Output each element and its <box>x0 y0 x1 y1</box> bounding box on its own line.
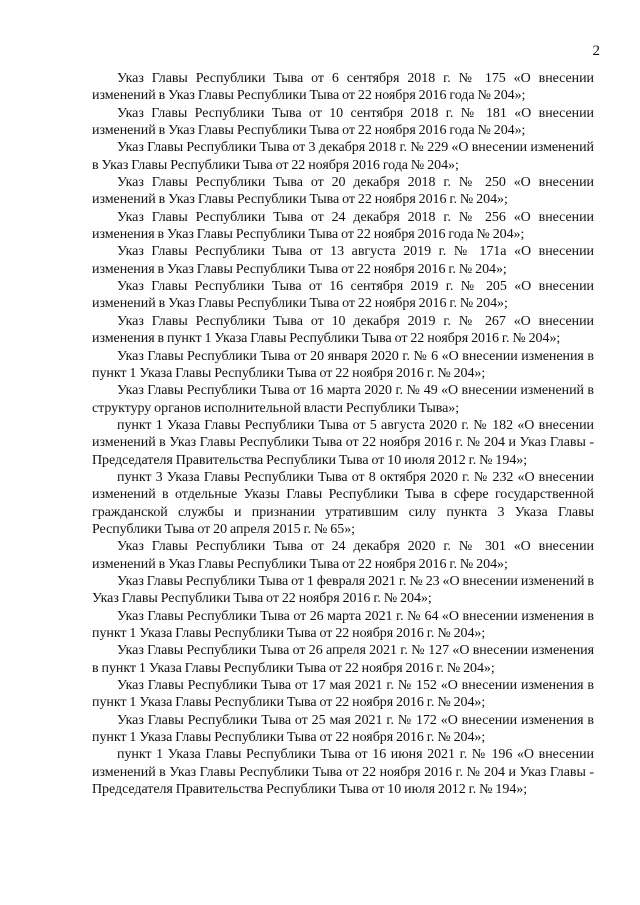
list-item: пункт 3 Указа Главы Республики Тыва от 8 октября 2020 г. № 232 «О внесении изменений в отдельные Указы Главы Республики Тыва в сфере государственной гражданской службы и признании утратившим силу пункта 3 Указа Главы Республики Тыва от 20 апреля 2015 г. № 65»; <box>92 469 594 537</box>
list-item: Указ Главы Республики Тыва от 17 мая 2021 г. № 152 «О внесении изменения в пункт 1 Указа Главы Республики Тыва от 22 ноября 2016 г. № 204»; <box>92 678 594 711</box>
list-item: Указ Главы Республики Тыва от 20 декабря 2018 г. № 250 «О внесении изменений в Указ Главы Республики Тыва от 22 ноября 2016 г. № 204»; <box>92 175 594 208</box>
list-item: Указ Главы Республики Тыва от 24 декабря 2018 г. № 256 «О внесении изменения в Указ Главы Республики Тыва от 22 ноября 2016 года № 204»; <box>92 209 594 243</box>
list-item: Указ Главы Республики Тыва от 25 мая 2021 г. № 172 «О внесении изменения в пункт 1 Указа Главы Республики Тыва от 22 ноября 2016 г. № 204»; <box>92 712 594 746</box>
list-item: Указ Главы Республики Тыва от 26 апреля 2021 г. № 127 «О внесении изменения в пункт 1 Указа Главы Республики Тыва от 22 ноября 2016 г. № 204»; <box>92 643 594 676</box>
list-item: пункт 1 Указа Главы Республики Тыва от 5 августа 2020 г. № 182 «О внесении изменений в Указ Главы Республики Тыва от 22 ноября 2016 г. № 204 и Указ Главы - Председателя Правительства Республики Тыва от 10 июля 2012 г. № 194»; <box>92 417 594 468</box>
list-item: Указ Главы Республики Тыва от 6 сентября 2018 г. № 175 «О внесении изменений в Указ Главы Республики Тыва от 22 ноября 2016 года № 204»; <box>92 71 594 104</box>
list-item: Указ Главы Республики Тыва от 3 декабря 2018 г. № 229 «О внесении изменений в Указ Главы Республики Тыва от 22 ноября 2016 года № 204»; <box>92 140 594 173</box>
list-item: Указ Главы Республики Тыва от 13 августа 2019 г. № 171а «О внесении изменения в Указ Главы Республики Тыва от 22 ноября 2016 г. № 204»; <box>92 244 594 277</box>
list-item: Указ Главы Республики Тыва от 10 декабря 2019 г. № 267 «О внесении изменения в пункт 1 Указа Главы Республики Тыва от 22 ноября 2016 г. № 204»; <box>92 313 594 347</box>
list-item: Указ Главы Республики Тыва от 1 февраля 2021 г. № 23 «О внесении изменений в Указ Главы Республики Тыва от 22 ноября 2016 г. № 204»; <box>92 573 594 607</box>
list-item: Указ Главы Республики Тыва от 26 марта 2021 г. № 64 «О внесении изменения в пункт 1 Указа Главы Республики Тыва от 22 ноября 2016 г. № 204»; <box>92 608 594 641</box>
document-body <box>92 70 594 798</box>
list-item: Указ Главы Республики Тыва от 16 сентября 2019 г. № 205 «О внесении изменений в Указ Главы Республики Тыва от 22 ноября 2016 г. № 204»; <box>92 279 594 312</box>
list-item: пункт 1 Указа Главы Республики Тыва от 16 июня 2021 г. № 196 «О внесении изменений в Указ Главы Республики Тыва от 22 ноября 2016 г. № 204 и Указ Главы - Председателя Правительства Республики Тыва от 10 июля 2012 г. № 194»; <box>92 747 594 798</box>
list-item: Указ Главы Республики Тыва от 20 января 2020 г. № 6 «О внесении изменения в пункт 1 Указа Главы Республики Тыва от 22 ноября 2016 г. № 204»; <box>92 348 594 381</box>
list-item: Указ Главы Республики Тыва от 10 сентября 2018 г. № 181 «О внесении изменений в Указ Главы Республики Тыва от 22 ноября 2016 года № 204»; <box>92 105 594 139</box>
page-number: 2 <box>592 43 600 59</box>
list-item: Указ Главы Республики Тыва от 16 марта 2020 г. № 49 «О внесении изменений в структуру органов исполнительной власти Республики Тыва»; <box>92 383 594 416</box>
list-item: Указ Главы Республики Тыва от 24 декабря 2020 г. № 301 «О внесении изменений в Указ Главы Республики Тыва от 22 ноября 2016 г. № 204»; <box>92 539 594 572</box>
